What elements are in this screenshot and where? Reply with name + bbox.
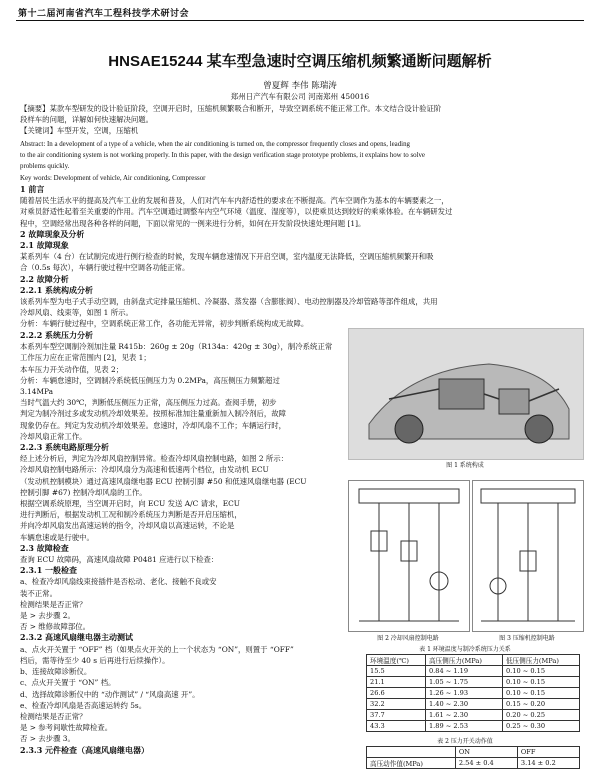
body-line: 合（0.5s 每次），车辆行驶过程中空调各功能正常。 bbox=[20, 263, 190, 273]
table-row bbox=[367, 666, 580, 677]
table-2-header-row bbox=[367, 747, 580, 758]
table-cell: 0.10 ~ 0.15 bbox=[502, 688, 579, 699]
table-cell: 2.54 ± 0.4 bbox=[455, 758, 517, 769]
table-cell: 0.84 ~ 1.19 bbox=[425, 666, 502, 677]
figure-3-caption: 图 3 压缩机控制电路 bbox=[499, 635, 555, 642]
table-row bbox=[367, 688, 580, 699]
table-cell: 1.89 ~ 2.53 bbox=[425, 721, 502, 732]
body-line: 工作压力应在正常范围内 [2]，见表 1； bbox=[20, 353, 151, 363]
table-row bbox=[367, 699, 580, 710]
body-line: 否 > 去步骤 3。 bbox=[20, 734, 75, 744]
table-cell: 26.6 bbox=[367, 688, 426, 699]
body-line: 经上述分析后，判定为冷却风扇控制异常。检查冷却风扇控制电路，如图 2 所示： bbox=[20, 454, 289, 464]
table-cell: 3.14 ± 0.2 bbox=[517, 758, 579, 769]
section-heading: 2.3.3 元件检查（高速风扇继电器） bbox=[20, 744, 150, 755]
figure-2-caption: 图 2 冷却风扇控制电路 bbox=[377, 635, 439, 642]
body-line: 当时气温大约 30℃，判断低压侧压力正常，高压侧压力过高。查阅手册，初步 bbox=[20, 398, 277, 408]
keywords-cn: 【关键词】车型开发，空调，压缩机 bbox=[20, 126, 139, 136]
table-2-header-cell: ON bbox=[455, 747, 517, 758]
body-line: 否 > 维修故障部位。 bbox=[20, 622, 91, 632]
table-1-header-cell: 低压侧压力(MPa) bbox=[502, 655, 579, 666]
body-line: 装不正常。 bbox=[20, 588, 57, 598]
table-cell: 15.5 bbox=[367, 666, 426, 677]
figure-1-system-diagram bbox=[348, 328, 584, 460]
section-heading: 2.1 故障现象 bbox=[20, 240, 69, 251]
running-header: 第十二届河南省汽车工程科技学术研讨会 bbox=[18, 9, 190, 19]
table-cell: 0.20 ~ 0.25 bbox=[502, 710, 579, 721]
body-line: b、连接故障诊断仪。 bbox=[20, 667, 92, 677]
body-line: 是 > 参考间歇性故障检查。 bbox=[20, 723, 113, 733]
table-1-title: 表 1 环境温度与制冷系统压力关系 bbox=[419, 646, 511, 653]
body-line: a、检查冷却风扇线束接插件是否松动、老化、接触不良或安 bbox=[20, 577, 217, 587]
table-2-header-cell: OFF bbox=[517, 747, 579, 758]
figure-1-caption: 图 1 系统构成 bbox=[446, 462, 484, 469]
abstract-en-line: to the air conditioning system is not working properly. In this paper, with the design verification stage prototype problems, it explains how to solve bbox=[20, 152, 425, 160]
figure-2-schematic bbox=[349, 481, 469, 631]
body-line: 现象仍存在。判定为发动机冷却效果差。怠速时，冷却风扇不工作；车辆运行时， bbox=[20, 420, 287, 430]
figure-1-illustration bbox=[349, 329, 583, 459]
section-heading: 2.3.1 一般检查 bbox=[20, 565, 78, 576]
table-cell: 0.10 ~ 0.15 bbox=[502, 666, 579, 677]
body-line: 并向冷却风扇发出高速运转的指令，冷却风扇以高速运转，不论是 bbox=[20, 521, 235, 531]
section-heading: 2.3.2 高速风扇继电器主动测试 bbox=[20, 632, 134, 643]
abstract-cn-line: 段样车的问题，详解如何快速解决问题。 bbox=[20, 115, 154, 125]
table-cell: 0.15 ~ 0.20 bbox=[502, 699, 579, 710]
figure-2-circuit bbox=[348, 480, 470, 632]
body-line: e、检查冷却风扇是否高速运转约 5s。 bbox=[20, 700, 147, 710]
body-line: 程中，空调经常出现各种各样的问题，下面以常见的一例来进行分析，如何在开发阶段快速处理问题 [1]。 bbox=[20, 218, 366, 228]
table-row bbox=[367, 721, 580, 732]
body-line: 检测结果是否正常？ bbox=[20, 711, 87, 721]
body-line: 根据空调系统原理，当空调开启时，向 ECU 发送 A/C 请求，ECU bbox=[20, 499, 241, 509]
body-line: 本系列车型空调制冷剂加注量 R415b：260g ± 20g（R134a：420g ± 30g），制冷系统正常 bbox=[20, 342, 333, 352]
table-cell: 1.61 ~ 2.30 bbox=[425, 710, 502, 721]
table-2-title: 表 2 压力开关动作值 bbox=[437, 738, 493, 745]
table-cell: 高压动作值(MPa) bbox=[367, 758, 456, 769]
body-line: 查询 ECU 故障码，高速风扇故障 P0481 应进行以下检查： bbox=[20, 555, 219, 565]
body-line: 冷却风扇控制电路所示：冷却风扇分为高速和低速两个档位，由发动机 ECU bbox=[20, 465, 269, 475]
body-line: 分析：车辆行驶过程中，空调系统正常工作，各功能无异常，初步判断系统构成无故障。 bbox=[20, 319, 309, 329]
body-line: 档后，需等待至少 40 s 后再进行后续操作）。 bbox=[20, 655, 170, 665]
body-full-width bbox=[20, 184, 582, 330]
body-line: 控制引脚 #67) 控制冷却风扇的工作。 bbox=[20, 487, 147, 497]
body-line: c、点火开关置于 “ON” 档。 bbox=[20, 678, 116, 688]
table-cell: 1.05 ~ 1.75 bbox=[425, 677, 502, 688]
abstract-en bbox=[20, 139, 582, 184]
section-heading: 1 前言 bbox=[20, 184, 45, 194]
body-line: 冷却风扇、线束等，如图 1 所示。 bbox=[20, 308, 133, 318]
figure-3-schematic bbox=[473, 481, 583, 631]
body-line: 某系列车（4 台）在试制完成进行例行检查的时候，发现车辆怠速情况下开启空调，室内温度无法降低，空调压缩机频繁开和吸 bbox=[20, 252, 434, 262]
body-line: a、点火开关置于 “OFF” 档（如果点火开关的上一个状态为 “ON”，则置于 “OFF” bbox=[20, 644, 294, 654]
table-cell: 0.25 ~ 0.30 bbox=[502, 721, 579, 732]
body-line: 分析：车辆怠速时，空调制冷系统低压侧压力为 0.2MPa，高压侧压力频繁超过 bbox=[20, 375, 280, 385]
body-line: （发动机控制模块）通过高速风扇继电器 ECU 控制引脚 #50 和低速风扇继电器 (ECU bbox=[20, 476, 307, 486]
table-2 bbox=[366, 746, 580, 769]
header-rule bbox=[16, 20, 584, 21]
body-line: 检测结果是否正常？ bbox=[20, 599, 87, 609]
abstract-cn bbox=[20, 103, 582, 137]
affiliation: 郑州日产汽车有限公司 河南郑州 450016 bbox=[230, 92, 370, 101]
body-line: 对乘员舒适性起着至关重要的作用。汽车空调通过调整车内空气环境（温度、湿度等），以使乘员达到较好的乘乘体验。在车辆研发过 bbox=[20, 207, 453, 217]
body-line: d、选择故障诊断仪中的 “动作测试” / “风扇高速 开”。 bbox=[20, 689, 200, 699]
body-line: 判定为制冷剂过多或发动机冷却效果差。按照标准加注量重新加入制冷剂后，故障 bbox=[20, 409, 287, 419]
table-cell: 1.26 ~ 1.93 bbox=[425, 688, 502, 699]
table-row bbox=[367, 758, 580, 769]
body-line: 进行判断后，根据发动机工况和制冷系统压力判断是否开启压缩机， bbox=[20, 510, 242, 520]
section-heading: 2.2 故障分析 bbox=[20, 273, 69, 284]
section-heading: 2.2.2 系统压力分析 bbox=[20, 330, 94, 340]
body-line: 车辆怠速或是行驶中。 bbox=[20, 532, 94, 542]
body-line: 随着居民生活水平的提高及汽车工业的发展和普及，人们对汽车车内舒适性的要求在不断提高。汽车空调作为基本的车辆要素之一， bbox=[20, 196, 449, 206]
table-cell: 0.10 ~ 0.15 bbox=[502, 677, 579, 688]
section-heading: 2.2.1 系统构成分析 bbox=[20, 284, 94, 295]
abstract-en-line: problems quickly. bbox=[20, 163, 70, 171]
body-line: 3.14MPa bbox=[20, 387, 54, 397]
table-cell: 32.2 bbox=[367, 699, 426, 710]
table-1-header-row bbox=[367, 655, 580, 666]
body-line: 冷却风扇正常工作。 bbox=[20, 431, 87, 441]
table-2-header-cell bbox=[367, 747, 456, 758]
table-row bbox=[367, 710, 580, 721]
body-line: 是 > 去步骤 2。 bbox=[20, 611, 75, 621]
abstract-en-line: Abstract: In a development of a type of a vehicle, when the air conditioning is turned on, the compressor frequently closes and opens, leading bbox=[20, 141, 410, 148]
body-left-column bbox=[20, 330, 342, 756]
abstract-cn-line: 【摘要】某款车型研发的设计验证阶段，空调开启时，压缩机频繁吸合和断开，导致空调系统不能正常工作。本文结合设计验证阶 bbox=[20, 104, 442, 113]
paper-title: HNSAE15244 某车型急速时空调压缩机频繁通断问题解析 bbox=[108, 53, 492, 70]
table-1-header-cell: 环境温度(℃) bbox=[367, 655, 426, 666]
section-heading: 2.2.3 系统电路原理分析 bbox=[20, 442, 110, 453]
table-cell: 43.3 bbox=[367, 721, 426, 732]
body-line: 该系列车型为电子式手动空调，由斜盘式定排量压缩机、冷凝器、蒸发器（含膨胀阀）、电动控制器及冷却管路等部件组成，共用 bbox=[20, 297, 438, 307]
body-line: 本车压力开关动作值，见表 2； bbox=[20, 364, 124, 374]
table-cell: 21.1 bbox=[367, 677, 426, 688]
table-1 bbox=[366, 654, 580, 732]
authors: 曾夏辉 李伟 陈瑞涛 bbox=[263, 81, 337, 91]
table-cell: 37.7 bbox=[367, 710, 426, 721]
keywords-en: Key words: Development of vehicle, Air conditioning, Compressor bbox=[20, 174, 206, 182]
section-heading: 2 故障现象及分析 bbox=[20, 228, 85, 239]
table-1-header-cell: 高压侧压力(MPa) bbox=[425, 655, 502, 666]
table-row bbox=[367, 677, 580, 688]
section-heading: 2.3 故障检查 bbox=[20, 542, 69, 553]
figure-3-circuit bbox=[472, 480, 584, 632]
table-cell: 1.40 ~ 2.30 bbox=[425, 699, 502, 710]
